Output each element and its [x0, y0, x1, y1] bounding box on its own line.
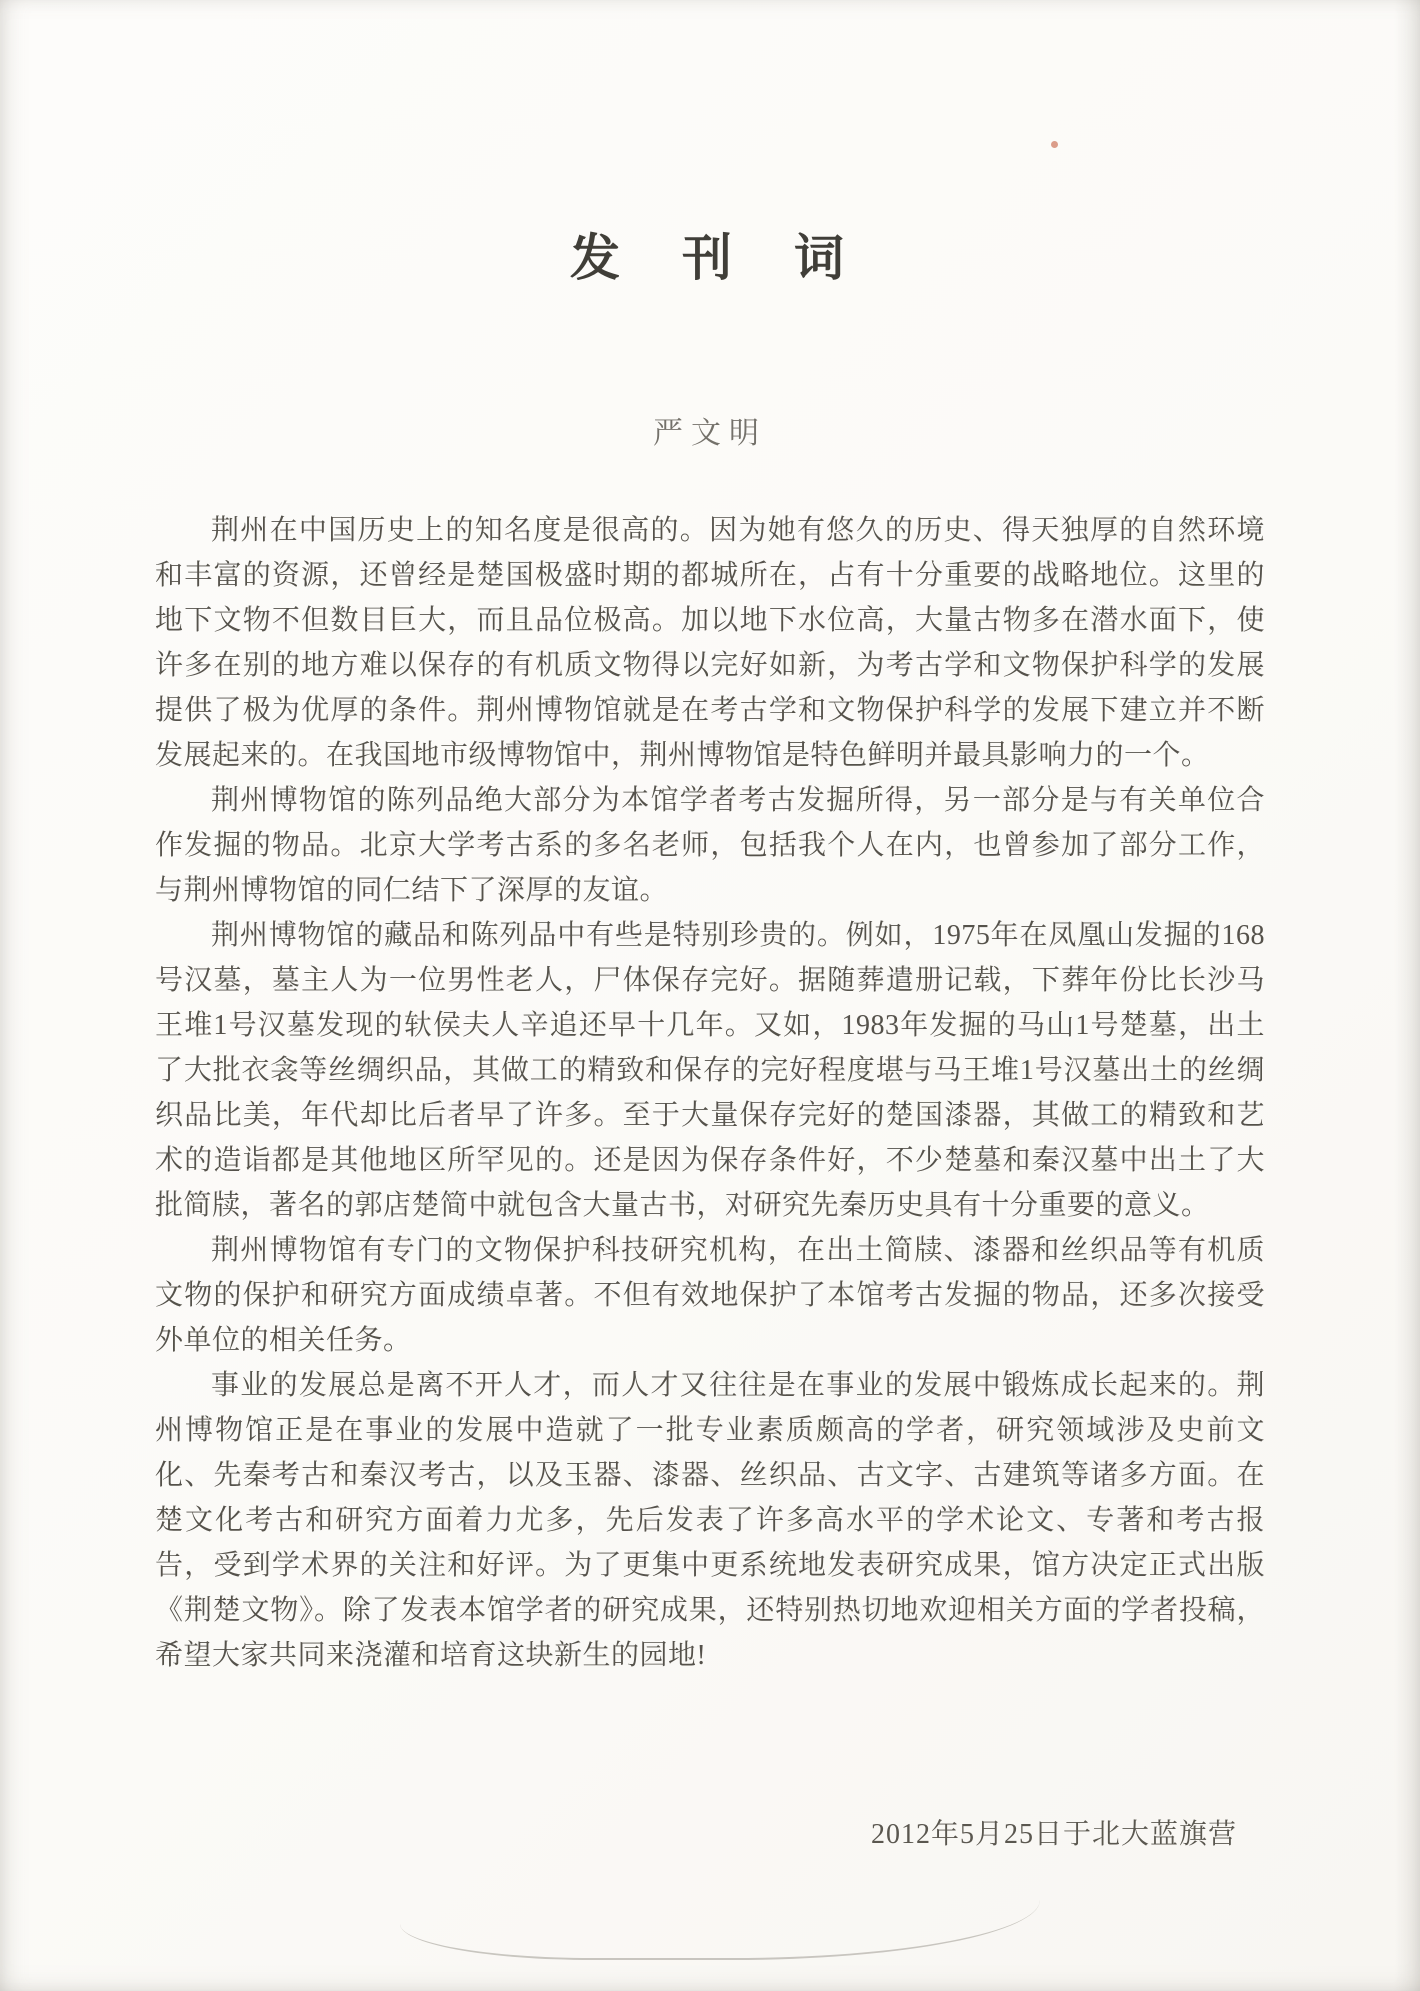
paragraph: 荆州博物馆有专门的文物保护科技研究机构，在出土简牍、漆器和丝织品等有机质文物的保护和研究方面成绩卓著。不但有效地保护了本馆考古发掘的物品，还多次接受外单位的相关任务。: [155, 1235, 1265, 1356]
paragraph: 荆州博物馆的陈列品绝大部分为本馆学者考古发掘所得，另一部分是与有关单位合作发掘的物品。北京大学考古系的多名老师，包括我个人在内，也曾参加了部分工作，与荆州博物馆的同仁结下了深厚的友谊。: [155, 785, 1265, 906]
scan-artifact-speck: [1051, 141, 1058, 148]
scan-edge-shadow: [1394, 0, 1420, 1991]
page-edge-curl-artifact: [400, 1900, 1040, 1960]
paragraph: 事业的发展总是离不开人才，而人才又往往是在事业的发展中锻炼成长起来的。荆州博物馆正是在事业的发展中造就了一批专业素质颇高的学者，研究领域涉及史前文化、先秦考古和秦汉考古，以及玉器、漆器、丝织品、古文字、古建筑等诸多方面。在楚文化考古和研究方面着力尤多，先后发表了许多高水平的学术论文、专著和考古报告，受到学术界的关注和好评。为了更集中更系统地发表研究成果，馆方决定正式出版《荆楚文物》。除了发表本馆学者的研究成果，还特别热切地欢迎相关方面的学者投稿，希望大家共同来浇灌和培育这块新生的园地!: [155, 1370, 1265, 1671]
page-title: 发 刊 词: [570, 230, 850, 286]
paragraph: 荆州在中国历史上的知名度是很高的。因为她有悠久的历史、得天独厚的自然环境和丰富的资源，还曾经是楚国极盛时期的都城所在，占有十分重要的战略地位。这里的地下文物不但数目巨大，而且品位极高。加以地下水位高，大量古物多在潜水面下，使许多在别的地方难以保存的有机质文物得以完好如新，为考古学和文物保护科学的发展提供了极为优厚的条件。荆州博物馆就是在考古学和文物保护科学的发展下建立并不断发展起来的。在我国地市级博物馆中，荆州博物馆是特色鲜明并最具影响力的一个。: [155, 515, 1265, 771]
author-name: 严文明: [653, 417, 767, 450]
dateline: 2012年5月25日于北大蓝旗营: [870, 1819, 1237, 1850]
paragraph: 荆州博物馆的藏品和陈列品中有些是特别珍贵的。例如，1975年在凤凰山发掘的168号汉墓，墓主人为一位男性老人，尸体保存完好。据随葬遣册记载，下葬年份比长沙马王堆1号汉墓发现的轪侯夫人辛追还早十几年。又如，1983年发掘的马山1号楚墓，出土了大批衣衾等丝绸织品，其做工的精致和保存的完好程度堪与马王堆1号汉墓出土的丝绸织品比美，年代却比后者早了许多。至于大量保存完好的楚国漆器，其做工的精致和艺术的造诣都是其他地区所罕见的。还是因为保存条件好，不少楚墓和秦汉墓中出土了大批简牍，著名的郭店楚简中就包含大量古书，对研究先秦历史具有十分重要的意义。: [155, 920, 1265, 1221]
document-body: [155, 508, 1265, 1678]
